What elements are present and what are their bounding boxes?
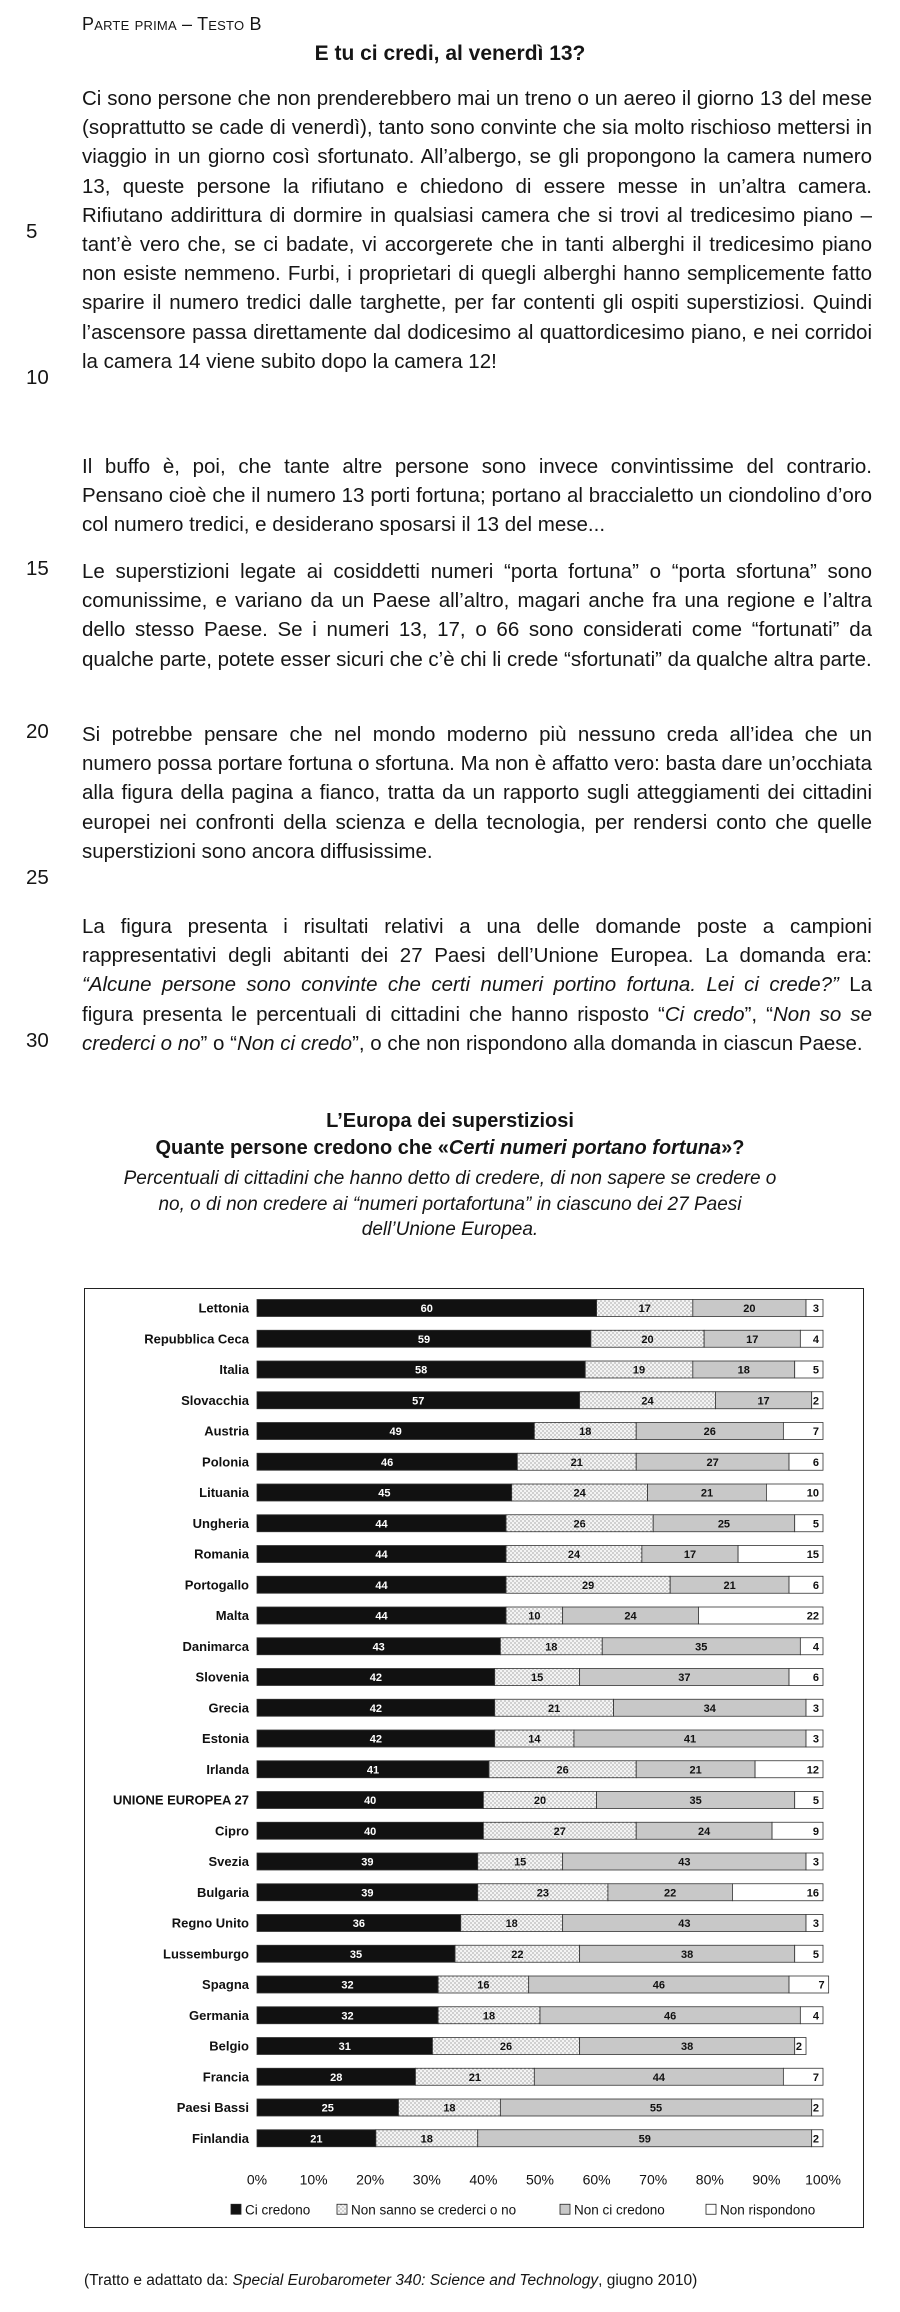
data-label: 15 xyxy=(806,1549,819,1561)
bar-segment xyxy=(698,1607,823,1624)
data-label: 44 xyxy=(375,1610,388,1623)
data-label: 46 xyxy=(381,1456,394,1469)
data-label: 20 xyxy=(533,1795,547,1807)
data-label: 4 xyxy=(812,2010,819,2023)
data-label: 18 xyxy=(545,1641,558,1654)
data-label: 4 xyxy=(812,1641,819,1654)
data-label: 20 xyxy=(641,1333,654,1346)
data-label: 42 xyxy=(369,1702,382,1715)
x-tick-label: 30% xyxy=(412,2171,441,2188)
data-label: 21 xyxy=(570,1456,583,1469)
data-label: 59 xyxy=(417,1333,431,1346)
category-label: Svezia xyxy=(208,1854,249,1869)
source-suffix: , giugno 2010) xyxy=(598,2272,698,2289)
category-label: Regno Unito xyxy=(171,1915,249,1931)
data-label: 15 xyxy=(514,1856,527,1869)
data-label: 57 xyxy=(412,1395,425,1408)
data-label: 24 xyxy=(698,1825,711,1838)
x-tick-label: 70% xyxy=(639,2171,668,2188)
paragraph-5 xyxy=(82,912,872,1058)
data-label: 44 xyxy=(375,1579,388,1592)
data-label: 40 xyxy=(364,1795,377,1807)
answer-ci-credo: Ci credo xyxy=(664,1002,745,1026)
data-label: 12 xyxy=(806,1764,819,1777)
category-label: Paesi Bassi xyxy=(176,2100,249,2115)
paragraph-5-text-d: ” o “ xyxy=(200,1031,237,1055)
data-label: 22 xyxy=(664,1887,677,1900)
data-label: 21 xyxy=(310,2133,323,2146)
paragraph-5-text-c: ”, “ xyxy=(744,1002,773,1026)
category-label: Romania xyxy=(194,1546,249,1562)
data-label: 38 xyxy=(681,1948,694,1961)
category-label: Grecia xyxy=(208,1700,249,1716)
data-label: 42 xyxy=(369,1672,382,1684)
line-number: 15 xyxy=(26,557,49,580)
data-label: 17 xyxy=(746,1333,759,1346)
data-label: 27 xyxy=(553,1825,566,1838)
category-label: UNIONE EUROPEA 27 xyxy=(112,1792,249,1808)
category-label: Polonia xyxy=(202,1454,249,1470)
paragraph-5-question: “Alcune persone sono convinte che certi numeri portino fortuna. Lei ci crede?” xyxy=(82,973,839,997)
legend-swatch xyxy=(560,2204,570,2214)
data-label: 21 xyxy=(700,1487,714,1500)
data-label: 6 xyxy=(812,1456,819,1469)
data-label: 5 xyxy=(812,1364,819,1377)
paragraph-1: Ci sono persone che non prenderebbero mai un treno o un aereo il giorno 13 del mese (soprattutto se cade di venerdì), tanto sono convinte che sia molto rischioso mettersi in viaggio in un giorno così sfortunato. All’albergo, se gli propongono la camera numero 13, queste persone la rifiutano e chiedono di essere messe in un’altra camera. Rifiutano addirittura di dormire in qualsiasi camera che si trovi al tredicesimo piano – tant’è vero che, se ci badate, vi accorgerete che in tanti alberghi il tredicesimo piano non esiste nemmeno. Furbi, i proprietari di quegli alberghi hanno semplicemente fatto sparire il numero tredici dalle targhette, per far contenti gli ospiti superstiziosi. Quindi l’ascensore passa direttamente dal dodicesimo al quattordicesimo piano, e nei corridoi la camera 14 viene subito dopo la camera 12! xyxy=(82,87,872,373)
data-label: 17 xyxy=(683,1549,697,1561)
data-label: 2 xyxy=(795,2041,803,2053)
figure-title: L’Europa dei superstiziosi xyxy=(326,1110,574,1132)
section-label: Parte prima – Testo B xyxy=(82,14,262,34)
data-label: 39 xyxy=(361,1856,374,1869)
data-label: 7 xyxy=(812,1426,819,1438)
figure-subtitle-c: »? xyxy=(721,1137,745,1159)
data-label: 55 xyxy=(649,2102,663,2115)
data-label: 44 xyxy=(652,2071,665,2084)
data-label: 16 xyxy=(806,1887,819,1900)
data-label: 3 xyxy=(812,1856,819,1869)
data-label: 5 xyxy=(812,1518,819,1531)
data-label: 25 xyxy=(717,1518,731,1531)
data-label: 38 xyxy=(681,2041,694,2053)
data-label: 36 xyxy=(352,1918,366,1930)
data-label: 24 xyxy=(624,1610,637,1623)
category-label: Germania xyxy=(189,2007,249,2023)
bar-segment xyxy=(800,2007,823,2024)
data-label: 14 xyxy=(528,1733,541,1746)
data-label: 6 xyxy=(812,1672,819,1684)
bar-segment xyxy=(800,1330,823,1347)
data-label: 34 xyxy=(703,1702,716,1715)
data-label: 46 xyxy=(652,1979,665,1992)
data-label: 43 xyxy=(372,1641,385,1654)
source-prefix: (Tratto e adattato da: xyxy=(84,2272,233,2289)
legend-swatch xyxy=(231,2204,241,2214)
category-label: Cipro xyxy=(215,1823,249,1839)
category-label: Malta xyxy=(215,1608,249,1623)
data-label: 32 xyxy=(341,1979,354,1992)
figure-subtitle-a: Quante persone credono che « xyxy=(155,1137,449,1159)
x-tick-label: 40% xyxy=(469,2171,498,2188)
paragraph-4: Si potrebbe pensare che nel mondo moderno più nessuno creda all’idea che un numero possa portare fortuna o sfortuna. Ma non è affatto vero: basta dare un’occhiata alla figura della pagina a fianco, tratta da un rapporto sugli atteggiamenti dei cittadini europei nei confronti della scienza e della tecnologia, per rendersi conto che quelle superstizioni sono ancora diffusissime. xyxy=(82,723,872,863)
paragraph-5-text-e: ”, o che non rispondono alla domanda in ciascun Paese. xyxy=(352,1031,863,1055)
data-label: 43 xyxy=(678,1856,691,1869)
data-label: 27 xyxy=(706,1456,719,1469)
data-label: 44 xyxy=(375,1549,388,1561)
line-number: 10 xyxy=(26,366,49,389)
data-label: 18 xyxy=(420,2133,433,2146)
category-label: Portogallo xyxy=(184,1577,249,1593)
data-label: 26 xyxy=(499,2041,513,2053)
legend-label: Non sanno se crederci o no xyxy=(351,2202,517,2218)
data-label: 9 xyxy=(812,1825,819,1838)
data-label: 18 xyxy=(443,2102,456,2115)
category-label: Lussemburgo xyxy=(163,1946,249,1962)
paragraph-2: Il buffo è, poi, che tante altre persone sono invece convintissime del contrario. Pensano cioè che il numero 13 porti fortuna; portano al braccialetto un ciondolino d’oro col numero tredici, e desiderano sposarsi il 13 del mese... xyxy=(82,455,872,537)
data-label: 21 xyxy=(468,2071,482,2084)
category-label: Lituania xyxy=(199,1485,249,1500)
category-label: Danimarca xyxy=(182,1638,249,1654)
x-tick-label: 90% xyxy=(752,2171,781,2188)
paragraph-5-text-b: La figura presenta le percentuali di cittadini che hanno risposto “ xyxy=(82,973,873,1026)
stacked-bar-chart xyxy=(84,1288,864,2228)
data-label: 2 xyxy=(812,2133,819,2146)
category-label: Repubblica Ceca xyxy=(144,1331,249,1347)
data-label: 21 xyxy=(723,1579,736,1592)
line-number: 30 xyxy=(26,1029,49,1052)
data-label: 20 xyxy=(743,1303,756,1315)
data-label: 26 xyxy=(573,1518,586,1531)
line-number: 20 xyxy=(26,720,49,743)
data-label: 3 xyxy=(812,1918,819,1930)
category-label: Ungheria xyxy=(192,1515,249,1531)
legend-label: Non rispondono xyxy=(720,2202,816,2218)
data-label: 43 xyxy=(678,1918,691,1930)
data-label: 35 xyxy=(349,1948,363,1961)
answer-non-so: Non so se crederci o no xyxy=(82,1002,872,1055)
data-label: 25 xyxy=(321,2102,334,2115)
legend-label: Ci credono xyxy=(245,2202,311,2218)
data-label: 18 xyxy=(579,1426,592,1438)
data-label: 60 xyxy=(420,1303,433,1315)
data-label: 26 xyxy=(703,1426,716,1438)
data-label: 22 xyxy=(806,1610,819,1623)
category-label: Belgio xyxy=(209,2038,249,2054)
x-tick-label: 20% xyxy=(356,2171,385,2188)
x-tick-label: 80% xyxy=(695,2171,724,2188)
data-label: 7 xyxy=(818,1979,825,1992)
data-label: 44 xyxy=(375,1518,388,1531)
data-label: 5 xyxy=(812,1795,819,1807)
data-label: 28 xyxy=(330,2071,343,2084)
x-tick-label: 50% xyxy=(525,2171,555,2188)
data-label: 35 xyxy=(689,1795,702,1807)
category-label: Italia xyxy=(219,1362,249,1377)
data-label: 15 xyxy=(531,1672,544,1684)
data-label: 10 xyxy=(528,1610,541,1623)
data-label: 18 xyxy=(482,2010,496,2023)
legend-swatch xyxy=(706,2204,716,2214)
paragraph-3: Le superstizioni legate ai cosiddetti numeri “porta fortuna” o “porta sfortuna” sono comunissime, e variano da un Paese all’altro, magari anche fra una regione e l’altra dello stesso Paese. Se i numeri 13, 17, o 66 sono considerati come “fortunati” da qualche parte, potete esser sicuri che c’è chi li crede “sfortunati” da qualche altra parte. xyxy=(82,560,872,671)
data-label: 19 xyxy=(632,1364,646,1377)
line-number: 5 xyxy=(26,220,38,243)
data-label: 7 xyxy=(812,2071,819,2084)
data-label: 59 xyxy=(638,2133,651,2146)
line-number: 25 xyxy=(26,866,49,889)
data-label: 24 xyxy=(567,1549,581,1561)
data-label: 39 xyxy=(361,1887,374,1900)
data-label: 2 xyxy=(812,2102,819,2115)
category-label: Estonia xyxy=(202,1731,249,1746)
data-label: 4 xyxy=(812,1333,819,1346)
figure-description: Percentuali di cittadini che hanno detto di credere, di non sapere se credere o no, o di non credere ai “numeri portafortuna” in ciascuno dei 27 Paesi dell’Unione Europea. xyxy=(123,1168,777,1240)
data-label: 26 xyxy=(556,1764,569,1777)
category-label: Spagna xyxy=(202,1977,249,1992)
category-label: Francia xyxy=(202,2069,249,2085)
bar-segment xyxy=(800,1638,823,1655)
data-label: 45 xyxy=(378,1487,391,1500)
data-label: 18 xyxy=(505,1918,518,1930)
legend-label: Non ci credono xyxy=(574,2202,665,2218)
source-note xyxy=(84,2272,697,2290)
data-label: 3 xyxy=(812,1702,819,1715)
data-label: 41 xyxy=(683,1733,697,1746)
data-label: 49 xyxy=(389,1426,402,1438)
figure-subtitle-quote: Certi numeri portano fortuna xyxy=(448,1137,722,1159)
data-label: 31 xyxy=(338,2041,351,2053)
data-label: 21 xyxy=(548,1702,561,1715)
data-label: 42 xyxy=(369,1733,382,1746)
data-label: 18 xyxy=(737,1364,750,1377)
data-label: 40 xyxy=(364,1825,377,1838)
category-label: Finlandia xyxy=(191,2130,249,2146)
category-label: Irlanda xyxy=(206,1761,249,1777)
category-label: Bulgaria xyxy=(196,1884,249,1900)
data-label: 2 xyxy=(812,1395,819,1408)
category-label: Slovenia xyxy=(195,1669,249,1685)
data-label: 41 xyxy=(366,1764,380,1777)
data-label: 3 xyxy=(812,1303,819,1315)
data-label: 58 xyxy=(415,1364,428,1377)
data-label: 24 xyxy=(641,1395,654,1408)
category-label: Slovacchia xyxy=(181,1392,249,1408)
figure-subtitle xyxy=(0,1137,900,1160)
legend-swatch xyxy=(337,2204,347,2214)
data-label: 32 xyxy=(341,2010,354,2023)
category-label: Austria xyxy=(204,1423,249,1439)
paragraph-5-text-a: La figura presenta i risultati relativi a una delle domande poste a campioni rappresentativi degli abitanti dei 27 Paesi dell’Unione Europea. La domanda era: xyxy=(82,915,872,968)
answer-non-ci-credo: Non ci credo xyxy=(236,1031,353,1055)
data-label: 16 xyxy=(477,1979,490,1992)
data-label: 6 xyxy=(812,1579,819,1592)
source-title: Special Eurobarometer 340: Science and Technology xyxy=(232,2272,599,2289)
data-label: 10 xyxy=(806,1487,819,1500)
data-label: 21 xyxy=(689,1764,702,1777)
data-label: 29 xyxy=(581,1579,595,1592)
category-label: Lettonia xyxy=(198,1300,249,1316)
x-tick-label: 0% xyxy=(246,2171,268,2188)
page-title: E tu ci credi, al venerdì 13? xyxy=(314,42,586,65)
data-label: 35 xyxy=(695,1641,708,1654)
data-label: 46 xyxy=(664,2010,677,2023)
data-label: 5 xyxy=(812,1948,819,1961)
data-label: 23 xyxy=(536,1887,549,1900)
x-tick-label: 10% xyxy=(299,2171,328,2188)
data-label: 37 xyxy=(678,1672,691,1684)
data-label: 22 xyxy=(511,1948,524,1961)
x-tick-label: 100% xyxy=(805,2171,841,2188)
data-label: 24 xyxy=(573,1487,586,1500)
data-label: 17 xyxy=(638,1303,651,1315)
data-label: 17 xyxy=(757,1395,770,1408)
x-tick-label: 60% xyxy=(582,2171,611,2188)
data-label: 3 xyxy=(812,1733,819,1746)
